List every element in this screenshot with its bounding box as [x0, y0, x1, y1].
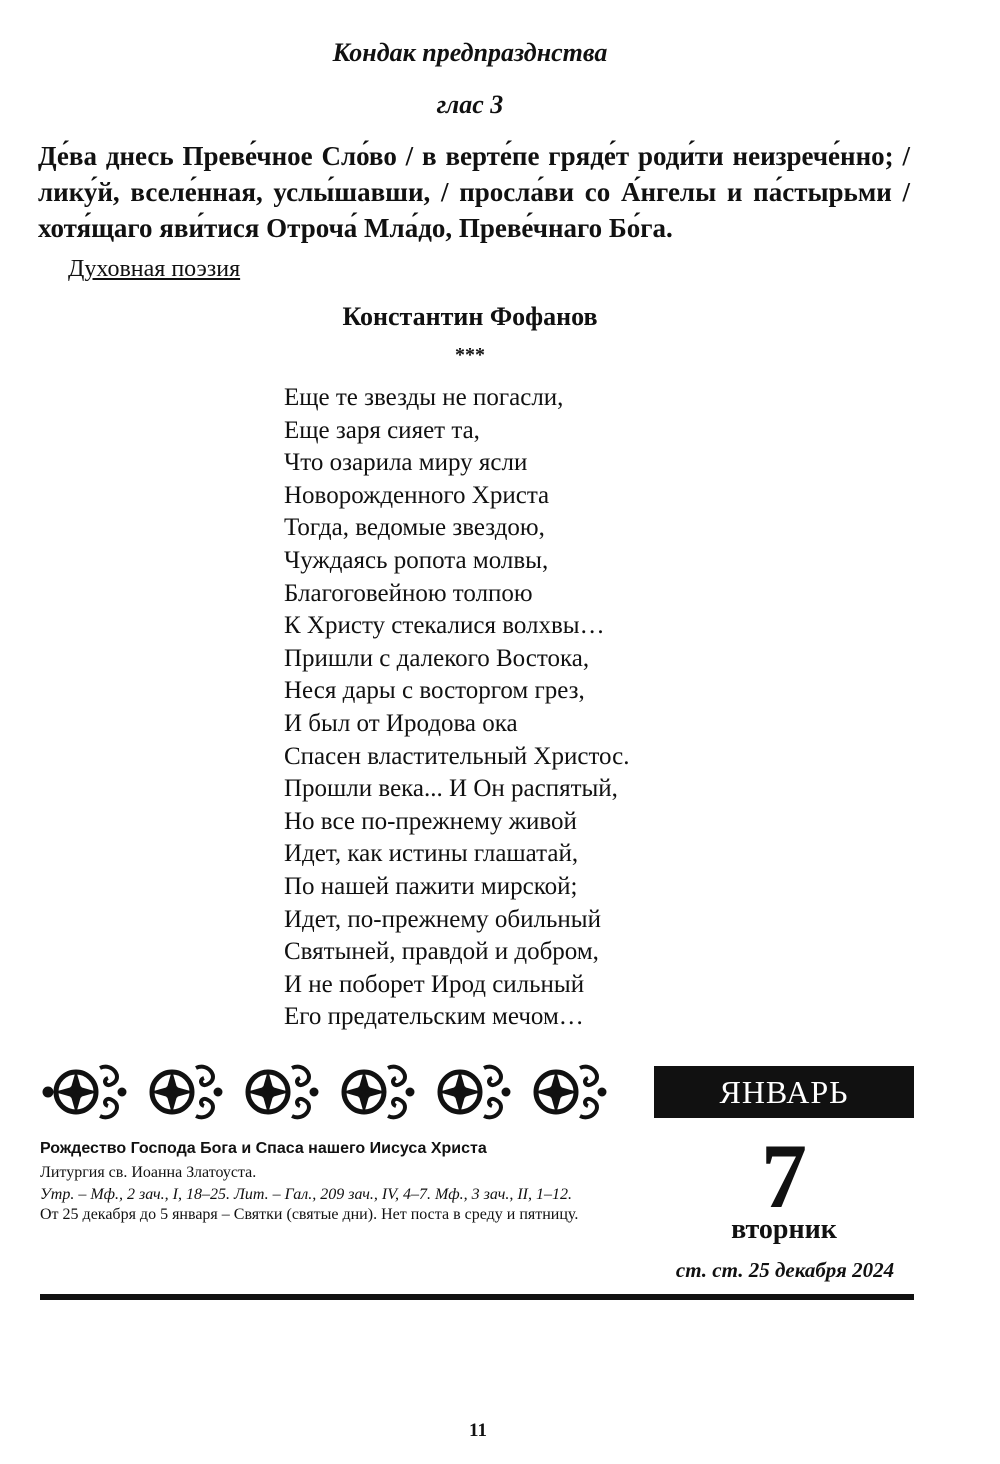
- poem-line: Но все по-прежнему живой: [284, 807, 577, 835]
- readings: Утр. – Мф., 2 зач., I, 18–25. Лит. – Гал., 209 зач., IV, 4–7. Мф., 3 зач., II, 1–12.: [40, 1186, 572, 1203]
- kontakion-tone: глас 3: [436, 90, 504, 119]
- day-number: 7: [761, 1125, 807, 1227]
- poem-line: Что озарила миру ясли: [284, 449, 528, 477]
- poem-line: Чуждаясь ропота молвы,: [284, 546, 549, 574]
- poem-line: И не поборет Ирод сильный: [284, 970, 585, 998]
- section-heading-spiritual-poetry: Духовная поэзия: [68, 256, 241, 282]
- poem: [284, 382, 630, 1034]
- weekday: вторник: [731, 1214, 837, 1245]
- poem-line: По нашей пажити мирской;: [284, 872, 578, 900]
- poem-line: Идет, по-прежнему обильный: [284, 905, 601, 933]
- poem-line: Неся дары с восторгом грез,: [284, 677, 585, 705]
- poem-line: Новорожденного Христа: [284, 481, 550, 509]
- poem-line: Еще те звезды не погасли,: [284, 384, 564, 411]
- poem-line: Его предательским мечом…: [284, 1003, 584, 1031]
- month-label: ЯНВАРЬ: [654, 1066, 914, 1118]
- poem-line: Благоговейною толпою: [284, 579, 533, 607]
- old-style-date: ст. ст. 25 декабря 2024: [675, 1258, 895, 1282]
- poem-line: Идет, как истины глашатай,: [284, 840, 579, 868]
- floral-ornament-icon: [40, 1058, 618, 1128]
- poem-line: Прошли века... И Он распятый,: [284, 775, 618, 803]
- poem-line: Тогда, ведомые звездою,: [284, 514, 545, 542]
- kontakion-title: Кондак предпразднства: [332, 38, 608, 67]
- horizontal-rule: [40, 1294, 914, 1300]
- poem-separator: ***: [455, 344, 485, 366]
- poem-line: Еще заря сияет та,: [284, 416, 480, 444]
- kontakion-text: Де́ва днесь Преве́чное Сло́во / в верте́пе гряде́т роди́ти неизрече́нно; / лику́й, вселе́нная, услы́шавши, / просла́ви со А́нгелы и па́стырьми / хотя́щаго яви́тися Отроча́ Мла́до, Преве́чнаго Бо́га.: [38, 141, 910, 243]
- fasting-note: От 25 декабря до 5 января – Святки (святые дни). Нет поста в среду и пятницу.: [40, 1206, 579, 1223]
- poem-line: К Христу стекалися волхвы…: [284, 612, 605, 640]
- feast-title: Рождество Господа Бога и Спаса нашего Иисуса Христа: [40, 1140, 487, 1157]
- liturgy-note: Литургия св. Иоанна Златоуста.: [40, 1164, 257, 1181]
- poem-line: Святыней, правдой и добром,: [284, 938, 599, 966]
- poem-line: Спасен властительный Христос.: [284, 742, 630, 770]
- page-number: 11: [469, 1420, 487, 1441]
- poem-line: Пришли с далекого Востока,: [284, 644, 590, 672]
- poem-author: Константин Фофанов: [342, 302, 598, 331]
- poem-line: И был от Иродова ока: [284, 709, 518, 737]
